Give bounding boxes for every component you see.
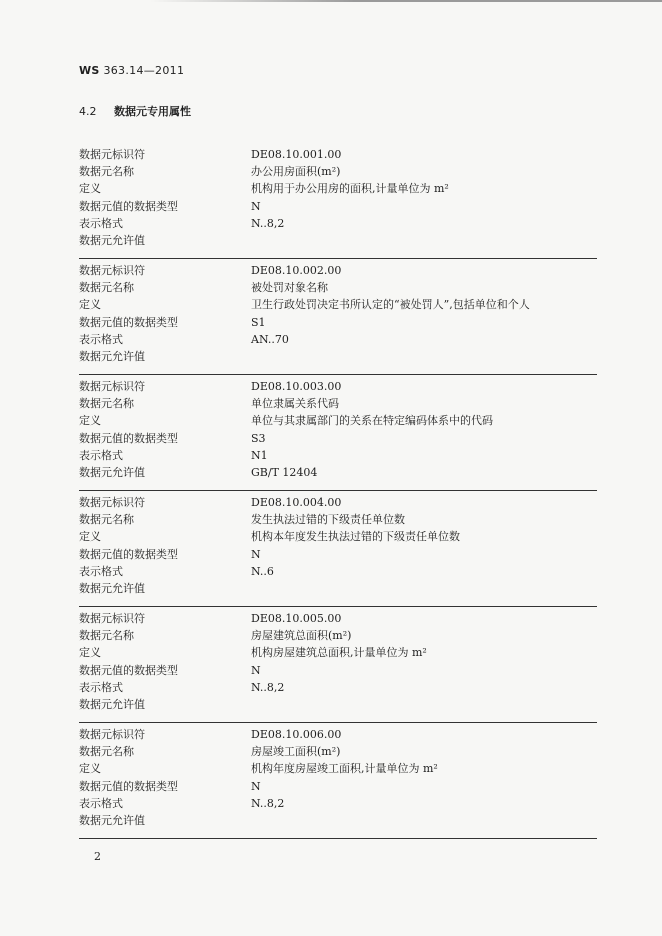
attribute-label: 表示格式 (79, 216, 123, 230)
attribute-row-name (79, 279, 597, 296)
attribute-value (251, 812, 597, 829)
attribute-label: 数据元标识符 (79, 728, 145, 741)
attribute-value: 单位与其隶属部门的关系在特定编码体系中的代码 (251, 414, 493, 428)
attribute-value: 机构年度房屋竣工面积,计量单位为 m² (251, 762, 438, 776)
attribute-label: 数据元名称 (79, 629, 134, 643)
attribute-value (251, 580, 597, 597)
attribute-label: 表示格式 (79, 796, 123, 810)
attribute-row-format (79, 679, 597, 696)
attribute-value: GB/T 12404 (251, 465, 318, 479)
attribute-label: 数据元值的数据类型 (79, 547, 178, 561)
attribute-label: 数据元标识符 (79, 148, 145, 161)
attribute-row-identifier (79, 610, 597, 627)
attribute-value: DE08.10.004.00 (251, 496, 342, 509)
attribute-value: DE08.10.002.00 (251, 264, 342, 277)
attribute-label: 定义 (79, 762, 101, 776)
attribute-label: 表示格式 (79, 332, 123, 346)
attribute-row-datatype (79, 198, 597, 215)
attribute-value: 发生执法过错的下级责任单位数 (251, 513, 405, 527)
attribute-label: 数据元值的数据类型 (79, 199, 178, 213)
attribute-value: DE08.10.003.00 (251, 380, 342, 393)
standard-code (79, 64, 184, 77)
attribute-row-allowed (79, 812, 597, 829)
attribute-row-datatype (79, 546, 597, 563)
attribute-row-definition (79, 528, 597, 545)
attribute-label: 表示格式 (79, 448, 123, 462)
attribute-row-identifier (79, 726, 597, 743)
attribute-value: 被处罚对象名称 (251, 281, 328, 295)
attribute-row-definition (79, 760, 597, 777)
attribute-value: N (251, 663, 261, 677)
attribute-label: 数据元名称 (79, 397, 134, 411)
attribute-row-format (79, 331, 597, 348)
attribute-row-datatype (79, 430, 597, 447)
attribute-label: 数据元允许值 (79, 581, 145, 595)
attribute-label: 表示格式 (79, 564, 123, 578)
attribute-row-definition (79, 412, 597, 429)
attribute-row-format (79, 795, 597, 812)
attribute-row-allowed (79, 348, 597, 365)
attribute-label: 定义 (79, 530, 101, 544)
attribute-row-format (79, 447, 597, 464)
attribute-row-datatype (79, 778, 597, 795)
attribute-label: 定义 (79, 182, 101, 196)
attribute-value: 卫生行政处罚决定书所认定的“被处罚人”,包括单位和个人 (251, 298, 530, 312)
attribute-label: 数据元名称 (79, 513, 134, 527)
section-title: 数据元专用属性 (114, 105, 191, 118)
data-element-block (79, 259, 597, 375)
attribute-row-allowed (79, 696, 597, 713)
attribute-value: 单位隶属关系代码 (251, 397, 339, 411)
standard-code-number: 363.14—2011 (103, 64, 185, 77)
attribute-label: 数据元值的数据类型 (79, 431, 178, 445)
attribute-row-name (79, 511, 597, 528)
attribute-value: DE08.10.005.00 (251, 612, 342, 625)
attribute-label: 定义 (79, 646, 101, 660)
attribute-value: N (251, 779, 261, 793)
standard-code-prefix: WS (79, 64, 100, 77)
attribute-label: 数据元标识符 (79, 380, 145, 393)
attribute-row-identifier (79, 378, 597, 395)
attribute-row-allowed (79, 580, 597, 597)
attribute-row-definition (79, 180, 597, 197)
section-heading (79, 103, 191, 119)
attribute-value: AN..70 (251, 332, 289, 346)
attribute-label: 数据元标识符 (79, 612, 145, 625)
attribute-label: 数据元允许值 (79, 349, 145, 363)
data-element-block (79, 491, 597, 607)
attribute-value: 房屋竣工面积(m²) (251, 745, 341, 759)
attribute-label: 定义 (79, 298, 101, 312)
attribute-label: 表示格式 (79, 680, 123, 694)
attribute-row-definition (79, 644, 597, 661)
attribute-label: 数据元名称 (79, 745, 134, 759)
attribute-value: N1 (251, 448, 268, 462)
data-element-block (79, 375, 597, 491)
attribute-value (251, 348, 597, 365)
attribute-row-format (79, 215, 597, 232)
attribute-value: N..6 (251, 564, 274, 578)
attribute-row-identifier (79, 262, 597, 279)
attribute-label: 数据元值的数据类型 (79, 315, 178, 329)
attribute-row-allowed (79, 464, 597, 481)
attribute-label: 数据元值的数据类型 (79, 663, 178, 677)
attribute-row-datatype (79, 662, 597, 679)
attribute-row-name (79, 395, 597, 412)
attribute-value: 机构本年度发生执法过错的下级责任单位数 (251, 530, 460, 544)
attribute-label: 数据元允许值 (79, 697, 145, 711)
attribute-label: 数据元名称 (79, 281, 134, 295)
attribute-value: S1 (251, 315, 266, 329)
attribute-row-format (79, 563, 597, 580)
attribute-row-allowed (79, 232, 597, 249)
attribute-label: 数据元允许值 (79, 233, 145, 247)
attribute-row-name (79, 163, 597, 180)
attribute-value: DE08.10.006.00 (251, 728, 342, 741)
scan-edge-line (150, 0, 662, 2)
attribute-value: N..8,2 (251, 796, 285, 810)
attribute-value (251, 696, 597, 713)
attribute-value: N..8,2 (251, 680, 285, 694)
data-element-list (79, 143, 597, 839)
attribute-value: 机构房屋建筑总面积,计量单位为 m² (251, 646, 427, 660)
page-number: 2 (94, 850, 101, 863)
attribute-value: N (251, 199, 261, 213)
attribute-row-datatype (79, 314, 597, 331)
data-element-block (79, 723, 597, 839)
attribute-value: DE08.10.001.00 (251, 148, 342, 161)
attribute-value: N..8,2 (251, 216, 285, 230)
attribute-label: 数据元值的数据类型 (79, 779, 178, 793)
attribute-row-name (79, 627, 597, 644)
attribute-value: S3 (251, 431, 266, 445)
attribute-row-identifier (79, 494, 597, 511)
attribute-row-definition (79, 296, 597, 313)
attribute-label: 定义 (79, 414, 101, 428)
attribute-value: 房屋建筑总面积(m²) (251, 629, 352, 643)
attribute-value: N (251, 547, 261, 561)
attribute-label: 数据元允许值 (79, 813, 145, 827)
attribute-row-identifier (79, 146, 597, 163)
attribute-value: 办公用房面积(m²) (251, 165, 341, 179)
attribute-label: 数据元标识符 (79, 264, 145, 277)
section-number: 4.2 (79, 105, 97, 118)
attribute-label: 数据元允许值 (79, 465, 145, 479)
attribute-label: 数据元标识符 (79, 496, 145, 509)
attribute-value: 机构用于办公用房的面积,计量单位为 m² (251, 182, 449, 196)
data-element-block (79, 607, 597, 723)
attribute-value (251, 232, 597, 249)
data-element-block (79, 143, 597, 259)
attribute-row-name (79, 743, 597, 760)
attribute-label: 数据元名称 (79, 165, 134, 179)
